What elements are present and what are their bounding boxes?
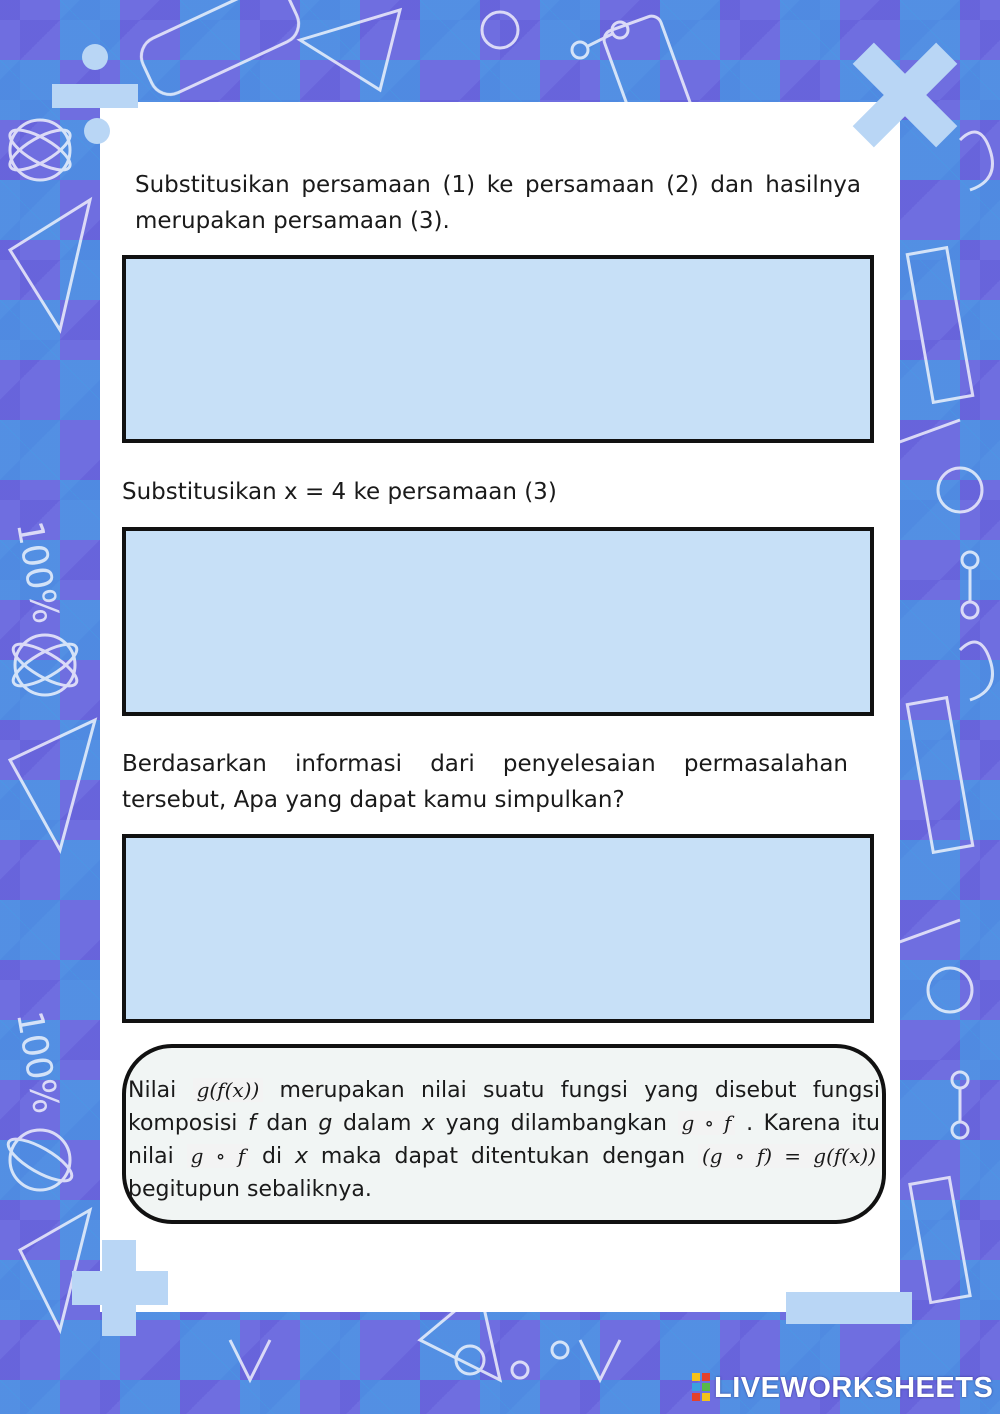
lightbulb-icon: [928, 968, 972, 1012]
triangle-ruler-icon: [10, 200, 90, 330]
instruction-substitute-equation: Substitusikan persamaan (1) ke persamaan (2) dan hasilnya merupakan persamaan (3).: [135, 172, 861, 234]
liveworksheets-logo-icon: [692, 1373, 710, 1401]
ruler-icon: [907, 248, 972, 403]
math-g-compose-f: g ∘ f: [187, 1144, 249, 1168]
pencil-icon: [135, 0, 305, 101]
math-composition-equation: (g ∘ f) = g(f(x)): [698, 1144, 880, 1168]
liveworksheets-watermark: LIVEWORKSHEETS: [692, 1372, 993, 1405]
ruler-icon: [910, 1177, 970, 1302]
math-g-of-f-of-x: g(f(x)): [193, 1078, 264, 1102]
divide-dot-icon: [82, 44, 108, 70]
svg-text:100%: 100%: [7, 1008, 67, 1117]
math-g-compose-f: g ∘ f: [678, 1111, 736, 1135]
triangle-ruler-icon: [10, 720, 95, 850]
instruction-substitute-x: Substitusikan x = 4 ke persamaan (3): [122, 479, 557, 505]
minus-sign-icon: [786, 1292, 912, 1324]
minus-sign-icon: [52, 84, 138, 108]
lightbulb-icon: [938, 468, 982, 512]
ruler-icon: [907, 698, 972, 853]
triangle-icon: [300, 10, 400, 90]
composition-info-box: [122, 1044, 886, 1224]
instruction-conclusion-question: Berdasarkan informasi dari penyelesaian permasalahan tersebut, Apa yang dapat kamu simpulkan?: [122, 751, 848, 813]
answer-box-1[interactable]: [122, 255, 874, 443]
multiply-sign-icon: [850, 40, 960, 150]
lightbulb-icon: [482, 12, 518, 48]
composition-info-text: Nilai g(f(x)) merupakan nilai suatu fungsi yang disebut fungsi komposisi f dan g dalam x yang dilambangkan g ∘ f . Karena itu nilai g ∘ f di x maka dapat ditentukan dengan (g ∘ f) = g(f(x)) begitupun sebaliknya.: [128, 1078, 880, 1202]
plus-sign-icon: [72, 1240, 168, 1336]
answer-box-3[interactable]: [122, 834, 874, 1023]
svg-text:100%: 100%: [7, 518, 67, 627]
divide-dot-icon: [84, 118, 110, 144]
answer-box-2[interactable]: [122, 527, 874, 716]
